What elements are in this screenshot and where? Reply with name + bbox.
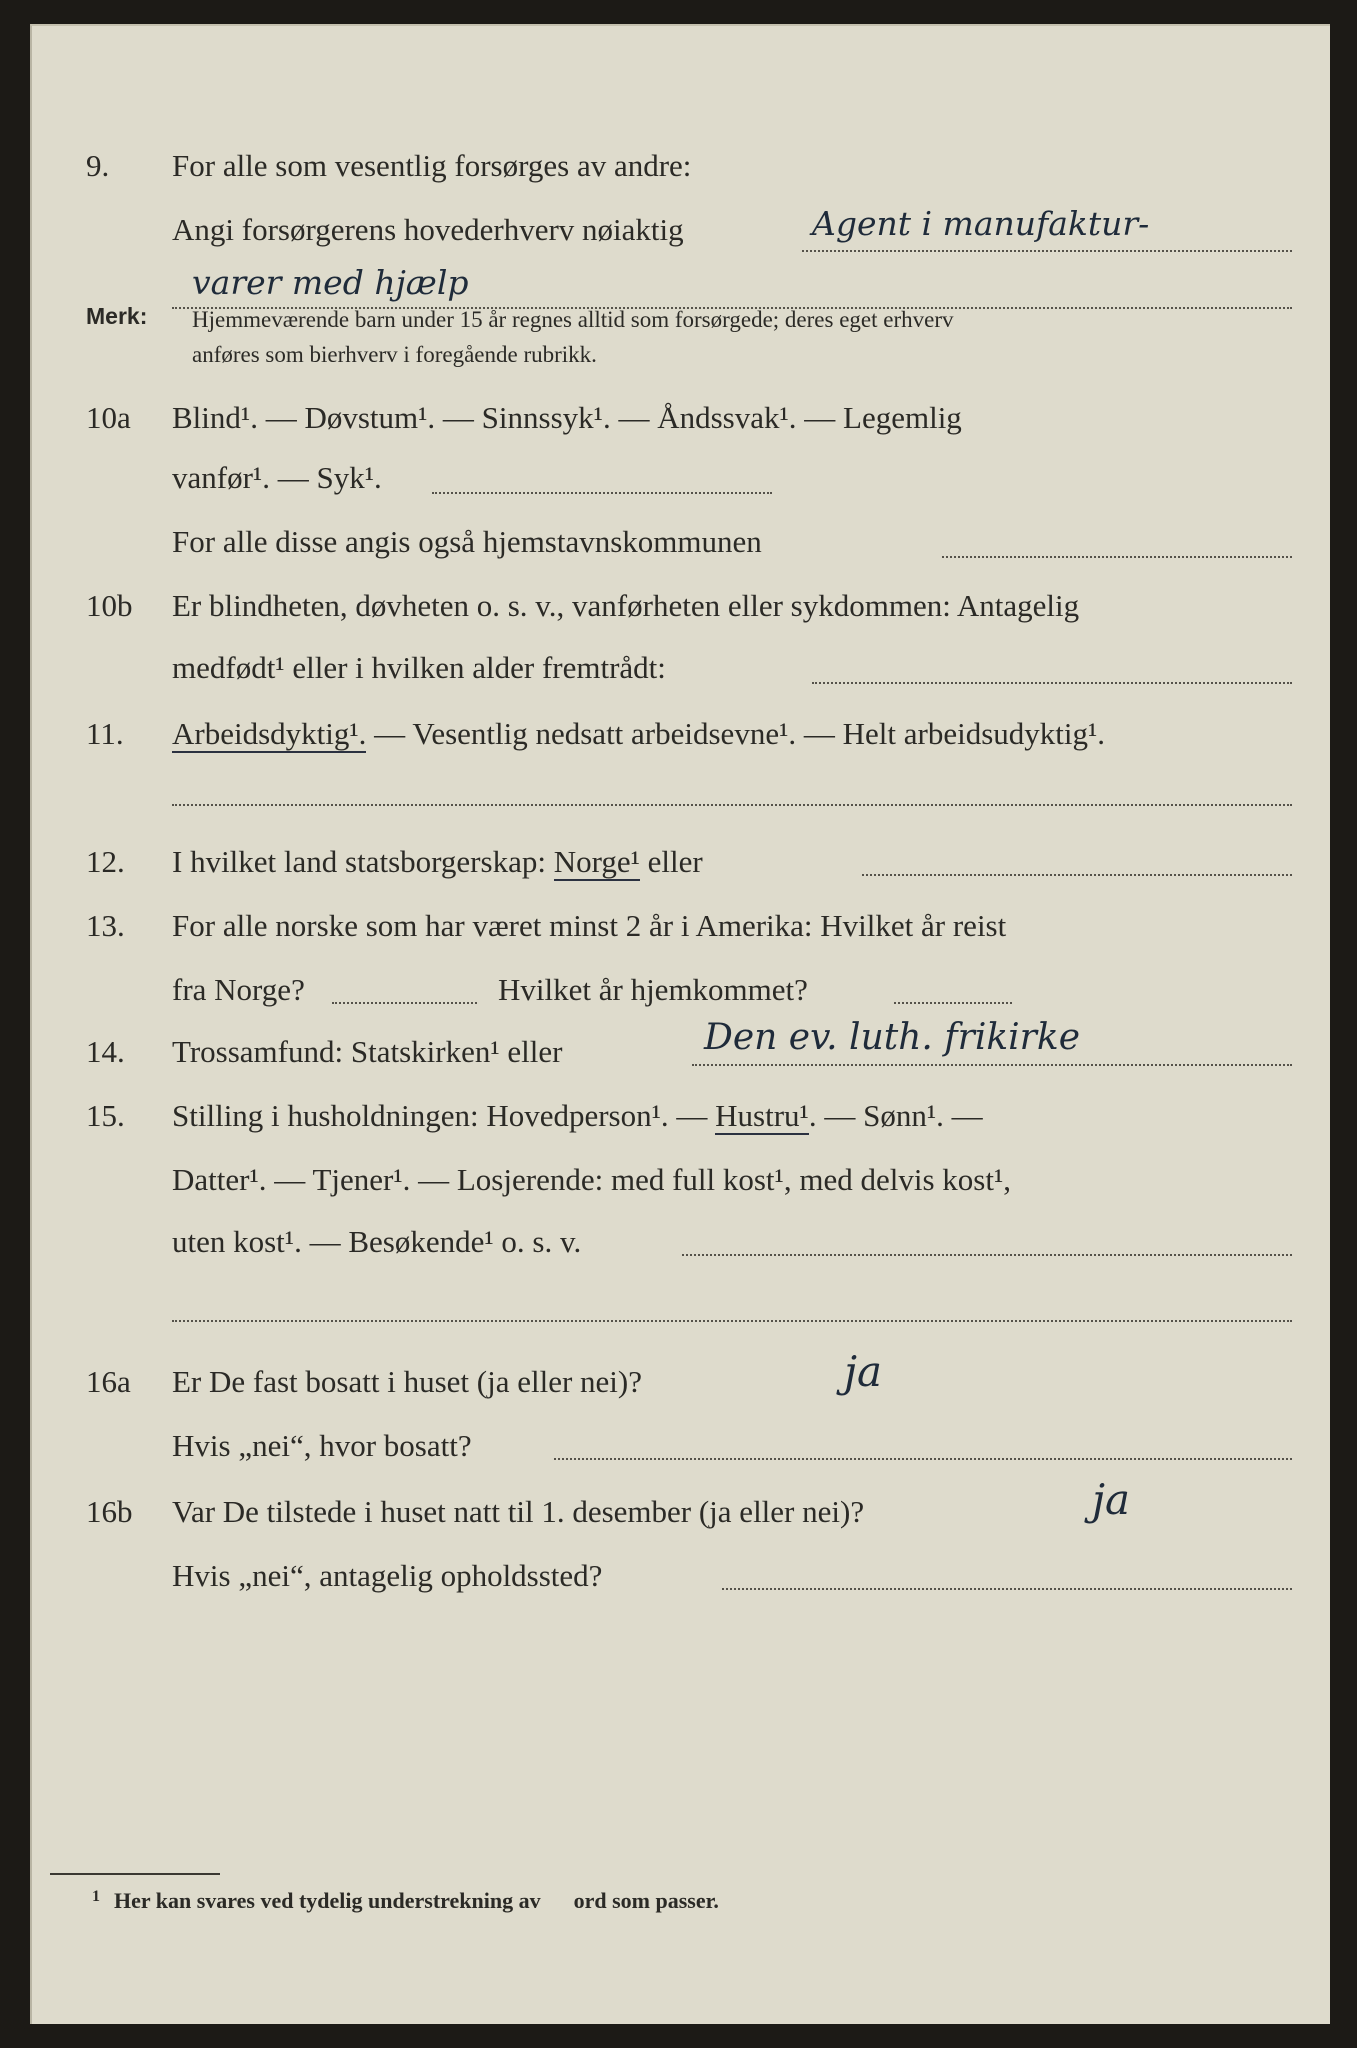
question-text-rest: — Vesentlig nedsatt arbeidsevne¹. — Helt arbeidsudyktig¹. (366, 716, 1106, 751)
answer-line (894, 1002, 1012, 1004)
footnote-rule (50, 1873, 220, 1875)
note-text-line1: Hjemmeværende barn under 15 år regnes alltid som forsørgede; deres eget erhverv (192, 307, 954, 332)
question-text: For alle som vesentlig forsørges av andre: (172, 148, 692, 183)
question-text: uten kost¹. — Besøkende¹ o. s. v. (172, 1224, 582, 1259)
question-number: 9. (86, 148, 110, 183)
handwritten-answer: varer med hjælp (192, 263, 469, 302)
question-text: Datter¹. — Tjener¹. — Losjerende: med full kost¹, med delvis kost¹, (172, 1162, 1011, 1197)
answer-line (942, 556, 1292, 558)
answer-line (722, 1588, 1292, 1590)
answer-line (554, 1458, 1292, 1460)
question-text: fra Norge? (172, 972, 305, 1007)
underlined-choice: Norge¹ (553, 844, 640, 879)
question-text-pre: Stilling i husholdningen: Hovedperson¹. — (172, 1098, 716, 1133)
question-text (172, 842, 703, 882)
footnote-text: Her kan svares ved tydelig understrekning av ord som passer. (114, 1888, 719, 1913)
question-text-post: eller (639, 844, 703, 879)
question-text: Var De tilstede i huset natt til 1. desember (ja eller nei)? (172, 1494, 865, 1529)
question-text-pre: I hvilket land statsborgerskap: (172, 844, 554, 879)
question-text: medfødt¹ eller i hvilken alder fremtrådt: (172, 650, 666, 685)
question-text: Angi forsørgerens hovederhverv nøiaktig (172, 212, 684, 247)
answer-line (172, 1320, 1292, 1322)
answer-line (812, 682, 1292, 684)
question-text: For alle norske som har været minst 2 år i Amerika: Hvilket år reist (172, 908, 1007, 943)
question-number: 11. (86, 716, 124, 751)
handwritten-answer: ja (844, 1347, 883, 1396)
question-text: Hvilket år hjemkommet? (498, 972, 808, 1007)
footnote-mark: 1 (92, 1888, 100, 1905)
answer-line (432, 492, 772, 494)
form-page (30, 24, 1330, 2024)
note-text-line2: anføres som bierhverv i foregående rubrikk. (192, 342, 597, 367)
answer-line (802, 250, 1292, 252)
note-label: Merk: (86, 303, 148, 329)
question-text: vanfør¹. — Syk¹. (172, 460, 382, 495)
question-text: Hvis „nei“, antagelig opholdssted? (172, 1558, 603, 1593)
handwritten-answer: Den ev. luth. frikirke (704, 1017, 1080, 1058)
question-text: Hvis „nei“, hvor bosatt? (172, 1428, 472, 1463)
question-number: 16a (86, 1364, 131, 1399)
question-number: 10b (86, 588, 133, 623)
handwritten-answer: ja (1092, 1475, 1131, 1524)
question-text (172, 714, 1105, 754)
question-text: Trossamfund: Statskirken¹ eller (172, 1034, 563, 1069)
question-number: 16b (86, 1494, 133, 1529)
underlined-choice: Hustru¹ (715, 1098, 809, 1133)
question-text: Blind¹. — Døvstum¹. — Sinnssyk¹. — Åndssvak¹. — Legemlig (172, 400, 962, 435)
question-text-post: . — Sønn¹. — (808, 1098, 983, 1133)
handwritten-answer: Agent i manufaktur- (812, 204, 1150, 243)
question-number: 13. (86, 908, 125, 943)
question-number: 10a (86, 400, 131, 435)
question-text: For alle disse angis også hjemstavnskommunen (172, 524, 762, 559)
question-number: 14. (86, 1034, 125, 1069)
answer-line (332, 1002, 477, 1004)
question-text: Er blindheten, døvheten o. s. v., vanførheten eller sykdommen: Antagelig (172, 588, 1080, 623)
footnote (92, 1888, 719, 1914)
question-text (172, 1096, 983, 1136)
question-text: Er De fast bosatt i huset (ja eller nei)? (172, 1364, 642, 1399)
answer-line (682, 1254, 1292, 1256)
answer-line (862, 874, 1292, 876)
answer-line (172, 804, 1292, 806)
question-number: 15. (86, 1098, 125, 1133)
question-number: 12. (86, 844, 125, 879)
underlined-choice: Arbeidsdyktig¹. (172, 716, 367, 751)
answer-line (692, 1064, 1292, 1066)
